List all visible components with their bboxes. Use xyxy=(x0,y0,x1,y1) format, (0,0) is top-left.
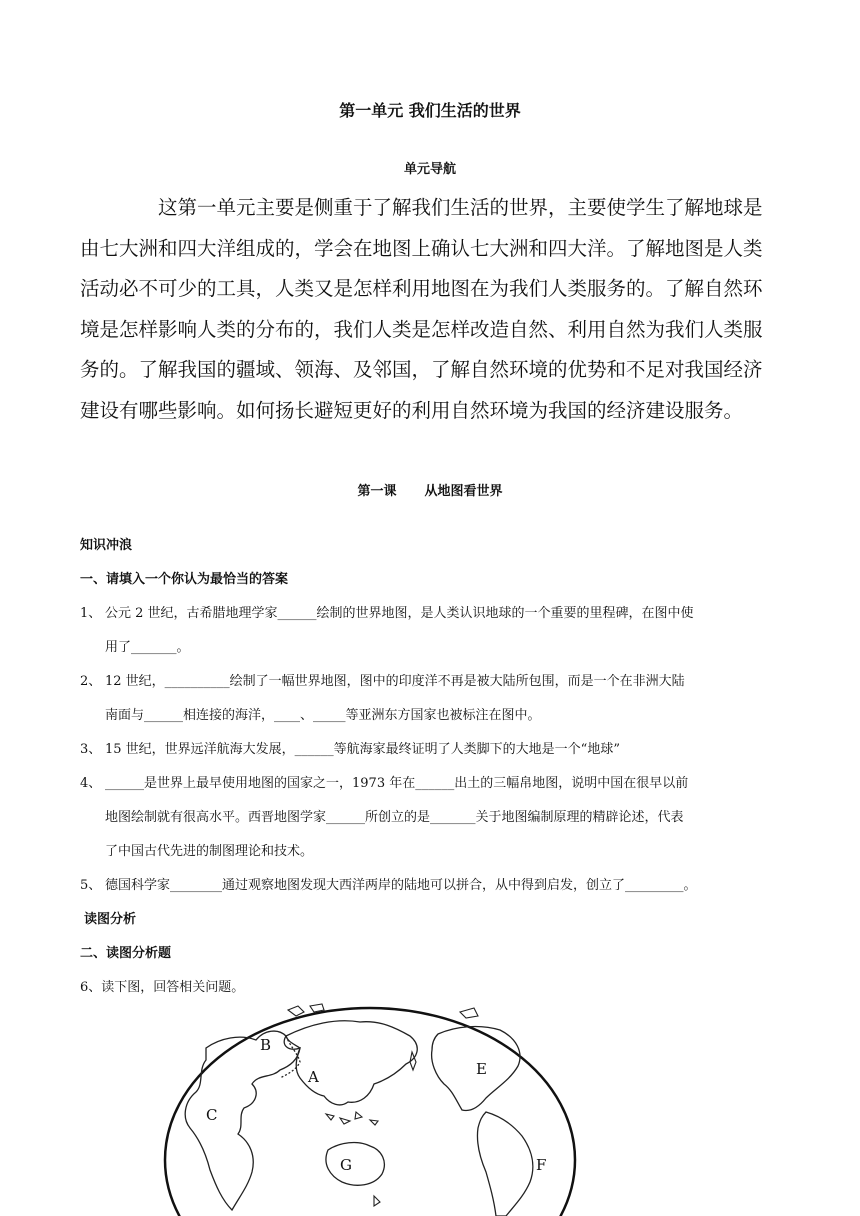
map-label-b: B xyxy=(260,1036,272,1054)
map-label-g: G xyxy=(340,1156,352,1174)
section-knowledge-heading: 知识冲浪 xyxy=(80,538,133,553)
lesson-number: 第一课 xyxy=(357,484,397,499)
landmass-asia xyxy=(286,1021,417,1105)
intro-line: 由七大洲和四大洋组成的，学会在地图上确认七大洲和四大洋。了解地图是人类 xyxy=(80,236,763,260)
question-number: 4、 xyxy=(80,776,102,791)
intro-line: 建设有哪些影响。如何扬长避短更好的利用自然环境为我国的经济建设服务。 xyxy=(80,398,744,422)
question-number: 1、 xyxy=(80,606,102,621)
question-text: 德国科学家________通过观察地图发现大西洋两岸的陆地可以拼合，从中得到启发，创立了_________。 xyxy=(105,878,697,893)
lesson-title xyxy=(0,480,860,499)
question-number: 2、 xyxy=(80,674,102,689)
question-text: 12 世纪，__________绘制了一幅世界地图，图中的印度洋不再是被大陆所包围，而是一个在非洲大陆 xyxy=(105,674,685,689)
section-one-heading: 一、请填入一个你认为最恰当的答案 xyxy=(80,572,289,587)
question-text: 15 世纪，世界远洋航海大发展，______等航海家最终证明了人类脚下的大地是一个“地球” xyxy=(105,742,620,757)
intro-line: 境是怎样影响人类的分布的，我们人类是怎样改造自然、利用自然为我们人类服 xyxy=(80,317,763,341)
question-number: 3、 xyxy=(80,742,102,757)
question-1-cont: 用了_______。 xyxy=(105,640,190,655)
question-4-cont: 了中国古代先进的制图理论和技术。 xyxy=(105,844,314,859)
intro-paragraph xyxy=(80,188,780,431)
question-number: 5、 xyxy=(80,878,102,893)
section-map-heading: 读图分析 xyxy=(84,912,137,927)
map-label-c: C xyxy=(206,1106,218,1124)
landmass-south-america xyxy=(477,1112,532,1216)
world-map xyxy=(160,1000,580,1216)
intro-line: 这第一单元主要是侧重于了解我们生活的世界，主要使学生了解地球是 xyxy=(158,196,763,219)
map-label-e: E xyxy=(476,1060,487,1078)
world-map-drawing xyxy=(160,1000,580,1216)
question-4-cont: 地图绘制就有很高水平。西晋地图学家______所创立的是_______关于地图编制原理的精辟论述，代表 xyxy=(105,810,684,825)
question-text: 公元 2 世纪，古希腊地理学家______绘制的世界地图，是人类认识地球的一个重要的里程碑，在图中使 xyxy=(105,606,694,621)
intro-line: 务的。了解我国的疆域、领海、及邻国，了解自然环境的优势和不足对我国经济 xyxy=(80,358,763,381)
question-2-cont: 南面与______相连接的海洋，____、_____等亚洲东方国家也被标注在图中。 xyxy=(105,708,541,723)
question-6: 6、读下图，回答相关问题。 xyxy=(80,980,245,995)
landmass-australia xyxy=(326,1143,384,1186)
lesson-name: 从地图看世界 xyxy=(424,484,503,499)
question-text: ______是世界上最早使用地图的国家之一，1973 年在______出土的三幅帛地图，说明中国在很早以前 xyxy=(105,776,689,791)
intro-line: 活动必不可少的工具，人类又是怎样利用地图在为我们人类服务的。了解自然环 xyxy=(80,277,763,300)
unit-subtitle: 单元导航 xyxy=(403,162,456,177)
landmass-europe-africa xyxy=(185,1031,300,1210)
unit-title: 第一单元 我们生活的世界 xyxy=(339,101,521,120)
map-label-a: A xyxy=(308,1068,319,1086)
map-label-f: F xyxy=(536,1156,547,1174)
section-two-heading: 二、读图分析题 xyxy=(80,946,172,961)
